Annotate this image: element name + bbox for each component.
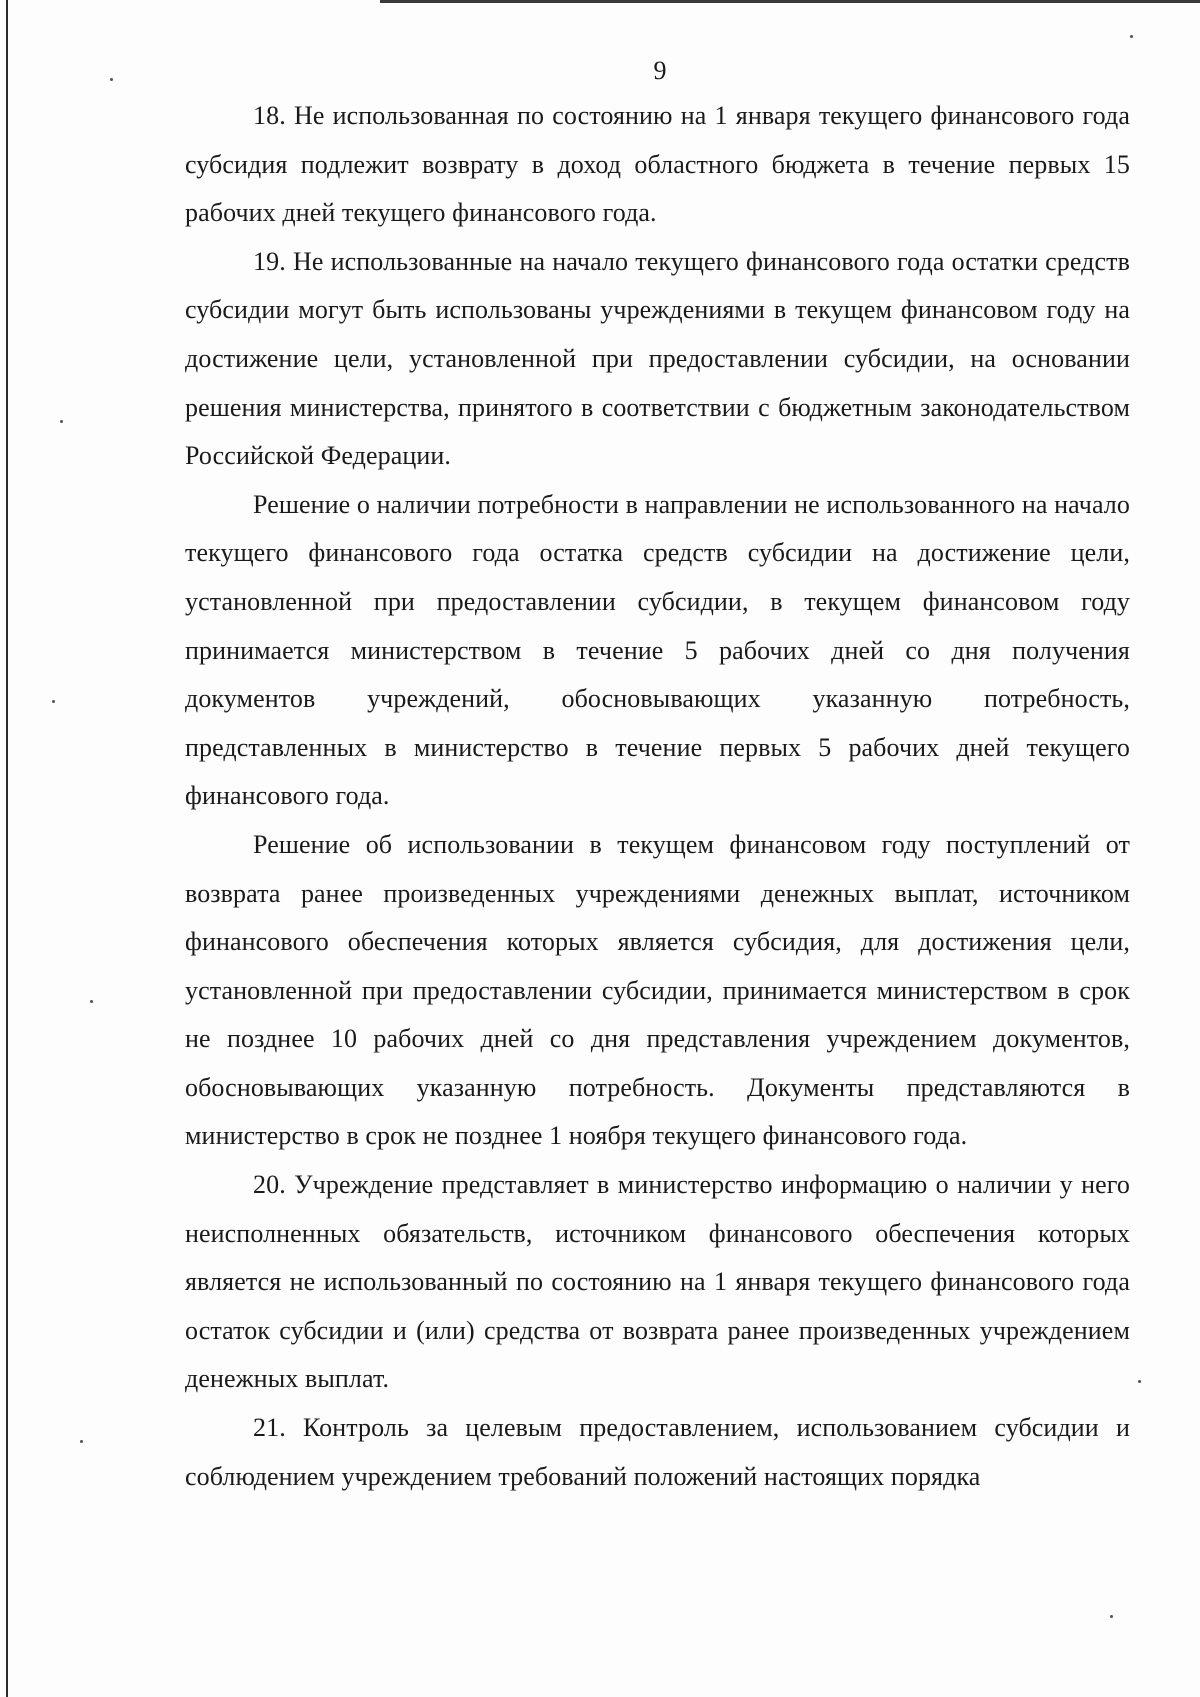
scan-edge-top xyxy=(380,0,1200,3)
scan-speck xyxy=(90,1000,93,1003)
scan-speck xyxy=(1138,1380,1141,1383)
scan-speck xyxy=(52,700,55,703)
scan-edge-left xyxy=(6,0,8,1697)
paragraph-19-decision-returns: Решение об использовании в текущем финансовом году поступлений от возврата ранее произведенных учреждениями денежных выплат, источником финансового обеспечения которых является субсидия, для достижения цели, установленной при предоставлении субсидии, принимается министерством в срок не позднее 10 рабочих дней со дня представления учреждением документов, обосновывающих указанную потребность. Документы представляются в министерство в срок не позднее 1 ноября текущего финансового года. xyxy=(185,829,1130,1151)
body-text xyxy=(185,92,1130,1501)
page-number: 9 xyxy=(653,56,667,85)
paragraph-19: 19. Не использованные на начало текущего финансового года остатки средств субсидии могут быть использованы учреждениями в текущем финансовом году на достижение цели, установленной при предоставлении субсидии, на основании решения министерства, принятого в соответствии с бюджетным законодательством Российской Федерации. xyxy=(185,246,1130,471)
paragraph-20: 20. Учреждение представляет в министерство информацию о наличии у него неисполненных обязательств, источником финансового обеспечения которых является не использованный по состоянию на 1 января текущего финансового года остаток субсидии и (или) средства от возврата ранее произведенных учреждением денежных выплат. xyxy=(185,1170,1130,1394)
scan-speck xyxy=(60,420,63,423)
scan-speck xyxy=(1130,35,1133,38)
scan-speck xyxy=(80,1440,83,1443)
paragraph-19-decision-balance: Решение о наличии потребности в направлении не использованного на начало текущего финансового года остатка средств субсидии на достижение цели, установленной при предоставлении субсидии, в текущем финансовом году принимается министерством в течение 5 рабочих дней со дня получения документов учреждений, обосновывающих указанную потребность, представленных в министерство в течение первых 5 рабочих дней текущего финансового года. xyxy=(185,489,1130,811)
scan-speck xyxy=(1110,1615,1113,1618)
paragraph-18: 18. Не использованная по состоянию на 1 января текущего финансового года субсидия подлежит возврату в доход областного бюджета в течение первых 15 рабочих дней текущего финансового года. xyxy=(185,101,1130,228)
paragraph-21: 21. Контроль за целевым предоставлением, использованием субсидии и соблюдением учреждением требований положений настоящих порядка xyxy=(185,1413,1130,1491)
